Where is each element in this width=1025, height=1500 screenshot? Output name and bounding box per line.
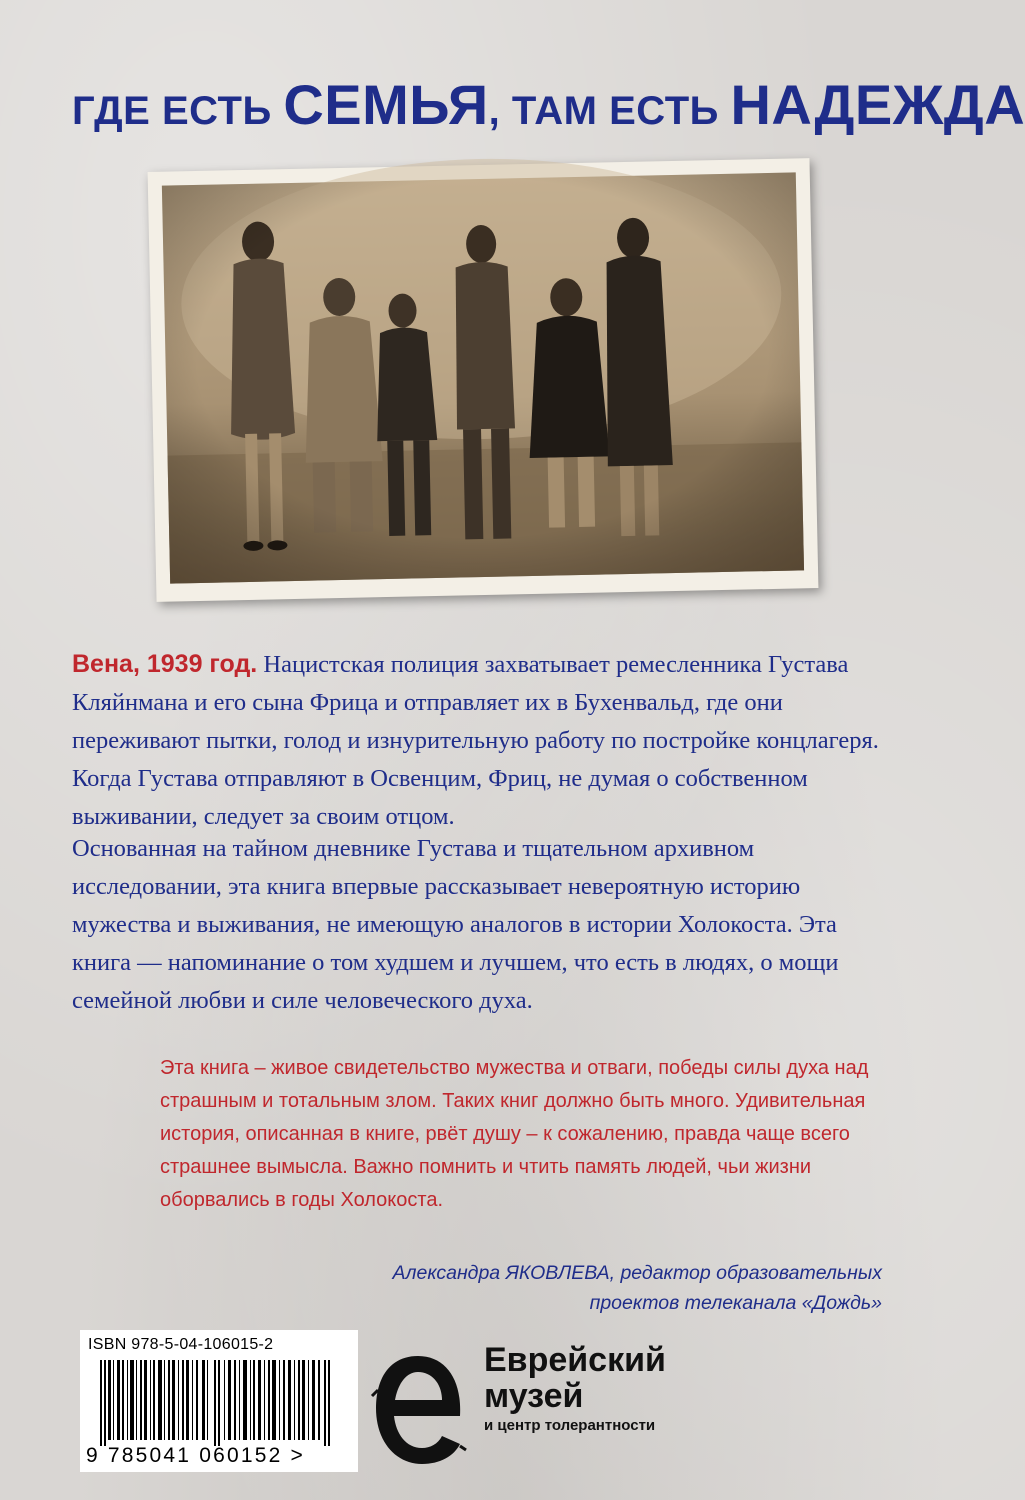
headline-family: СЕМЬЯ xyxy=(283,73,489,136)
museum-line-2: музей xyxy=(484,1377,584,1415)
synopsis-paragraph-2: Основанная на тайном дневнике Густава и тщательном архивном исследовании, эта книга впервые рассказывает невероятную историю мужества и выживания, не имеющую аналогов в истории Холокоста. Эта книга — напоминание о том худшем и лучшем, что есть в людях, о мощи семейной любви и силе человеческого духа. xyxy=(72,835,839,1014)
synopsis-body: Нацистская полиция захватывает ремесленника Густава Кляйнмана и его сына Фрица и отправляет их в Бухенвальд, где они переживают пытки, голод и изнурительную работу по постройке концлагеря. Когда Густава отправляют в Освенцим, Фриц, не думая о собственном выживании, следует за своим отцом. xyxy=(72,651,879,830)
isbn-number: ISBN 978-5-04-106015-2 xyxy=(88,1336,274,1353)
review-attribution xyxy=(282,1258,882,1318)
museum-line-3: и центр толерантности xyxy=(484,1417,656,1434)
headline-part3: , ТАМ ЕСТЬ xyxy=(488,89,731,133)
synopsis-paragraph-1 xyxy=(72,645,892,836)
museum-logo xyxy=(484,1342,666,1436)
family-photo xyxy=(162,172,804,583)
barcode-digits: 9 785041 060152 > xyxy=(86,1444,305,1467)
isbn-barcode xyxy=(80,1330,358,1472)
headline xyxy=(72,72,1025,142)
family-photo-illustration xyxy=(162,172,804,583)
family-photo-frame xyxy=(148,158,819,602)
headline-part1: ГДЕ ЕСТЬ xyxy=(72,89,284,133)
eksmo-logo-icon xyxy=(370,1350,466,1470)
review-quote: Эта книга – живое свидетельство мужества и отваги, победы силы духа над страшным и тотальным злом. Таких книг должно быть много. Удивительная история, описанная в книге, рвёт душу – к сожалению, правда чаще всего страшнее вымысла. Важно помнить и чтить память людей, чьи жизни оборвались в годы Холокоста. xyxy=(160,1057,869,1211)
headline-hope: НАДЕЖДА xyxy=(730,73,1025,136)
museum-line-1: Еврейский xyxy=(484,1341,666,1379)
synopsis-lead: Вена, 1939 год. xyxy=(72,650,258,678)
attribution-line-2: проектов телеканала «Дождь» xyxy=(589,1292,882,1314)
attribution-line-1: Александра ЯКОВЛЕВА, редактор образовательных xyxy=(392,1262,882,1284)
